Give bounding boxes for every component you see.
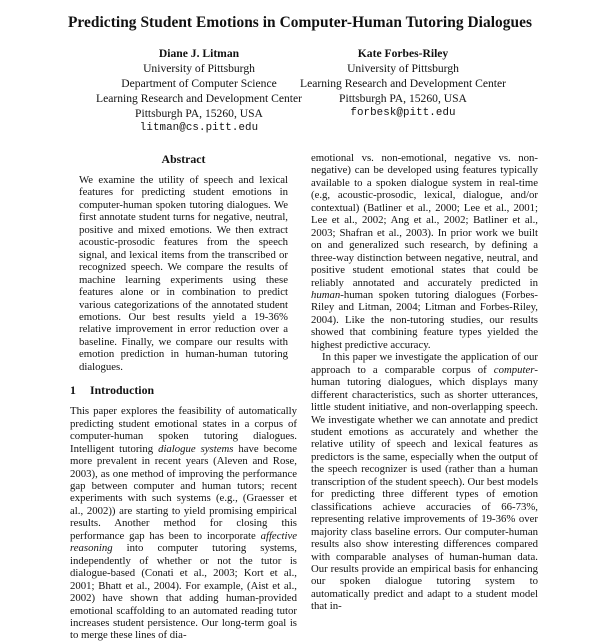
body-paragraph: emotional vs. non-emotional, negative vs. non-negative) can be developed using features typically available to a spoken dialogue system in real-time (e.g, acoustic-prosodic, lexical, dialogue, and/or contextual) (Batliner et al., 2000; Lee et al., 2001; Lee et al., 2002; Ang et al., 2002; Batliner et al., 2003; Shafran et al., 2003). In prior work we built on and generalized such research, by defining a three-way distinction between negative, neutral, and positive student emotional states that could be reliably annotated and accurately predicted in human-human spoken tutoring dialogues (Forbes-Riley and Litman, 2004; Litman and Forbes-Riley, 2004). Like the non-tutoring studies, our results showed that combining feature types yielded the highest predictive accuracy. bbox=[311, 152, 538, 351]
author-address: Pittsburgh PA, 15260, USA bbox=[339, 92, 467, 105]
paper-title: Predicting Student Emotions in Computer-Human Tutoring Dialogues bbox=[67, 14, 533, 31]
intro-paragraph: This paper explores the feasibility of automatically predicting student emotional states in a corpus of computer-human spoken tutoring dialogues. Intelligent tutoring dialogue systems have become more prevalent in recent years (Aleven and Rose, 2003), as one method of improving the performance gap between computer and human tutors; recent experiments with such systems (e.g., (Graesser et al., 2002)) are starting to yield promising empirical results. Another method for closing this performance gap has been to incorporate affective reasoning into computer tutoring systems, independently of whether or not the tutor is dialogue-based (Conati et al., 2003; Kort et al., 2001; Bhatt et al., 2004). For example, (Aist et al., 2002) have shown that adding human-provided emotional scaffolding to an automated reading tutor increases student persistence. Our long-term goal is to merge these lines of dia- bbox=[70, 405, 298, 642]
author-affiliation: University of Pittsburgh bbox=[347, 62, 459, 75]
author-affiliation: Department of Computer Science bbox=[121, 77, 277, 90]
author-name: Diane J. Litman bbox=[158, 47, 240, 60]
author-affiliation: Learning Research and Development Center bbox=[299, 77, 507, 90]
author-name: Kate Forbes-Riley bbox=[357, 47, 449, 60]
abstract-heading: Abstract bbox=[161, 152, 206, 166]
author-email: litman@cs.pitt.edu bbox=[139, 122, 259, 134]
section-heading-introduction bbox=[70, 383, 297, 397]
author-affiliation: University of Pittsburgh bbox=[143, 62, 255, 75]
body-paragraph: In this paper we investigate the application of our approach to a comparable corpus of computer-human tutoring dialogues, which displays many different characteristics, such as shorter utterances, little student initiative, and non-overlapping speech. We investigate whether we can annotate and predict student emotions as accurately and whether the relative utility of speech and lexical features as predictors is the same, especially when the output of the speech recognizer is used (rather than a human transcription of the student speech). Our best models for predicting three different types of emotion classifications achieve accuracies of 66-73%, representing relative improvements of 19-36% over majority class baseline errors. Our computer-human results also show interesting differences compared with comparable analyses of human-human data. Our results provide an empirical basis for enhancing our spoken dialogue tutoring system to automatically predict and adapt to a student model that in- bbox=[311, 351, 538, 613]
author-address: Pittsburgh PA, 15260, USA bbox=[135, 107, 263, 120]
abstract-text: We examine the utility of speech and lexical features for predicting student emotions in computer-human spoken tutoring dialogues. We first annotate student turns for negative, neutral, positive and mixed emotions. We then extract acoustic-prosodic features from the speech signal, and lexical items from the transcribed or recognized speech. We compare the results of machine learning experiments using these features alone or in combination to predict various categorizations of the annotated student emotions. Our best results yield a 19-36% relative improvement in error reduction over a baseline. Finally, we compare our results with emotion prediction in human-human tutoring dialogues. bbox=[79, 174, 288, 373]
author-block-litman bbox=[88, 46, 310, 136]
right-column bbox=[311, 152, 538, 613]
author-affiliation: Learning Research and Development Center bbox=[95, 92, 303, 105]
author-email: forbesk@pitt.edu bbox=[350, 107, 456, 119]
author-block-forbes-riley bbox=[292, 46, 514, 121]
section-title: Introduction bbox=[90, 383, 155, 398]
section-number: 1 bbox=[70, 383, 76, 398]
left-column bbox=[70, 152, 297, 642]
